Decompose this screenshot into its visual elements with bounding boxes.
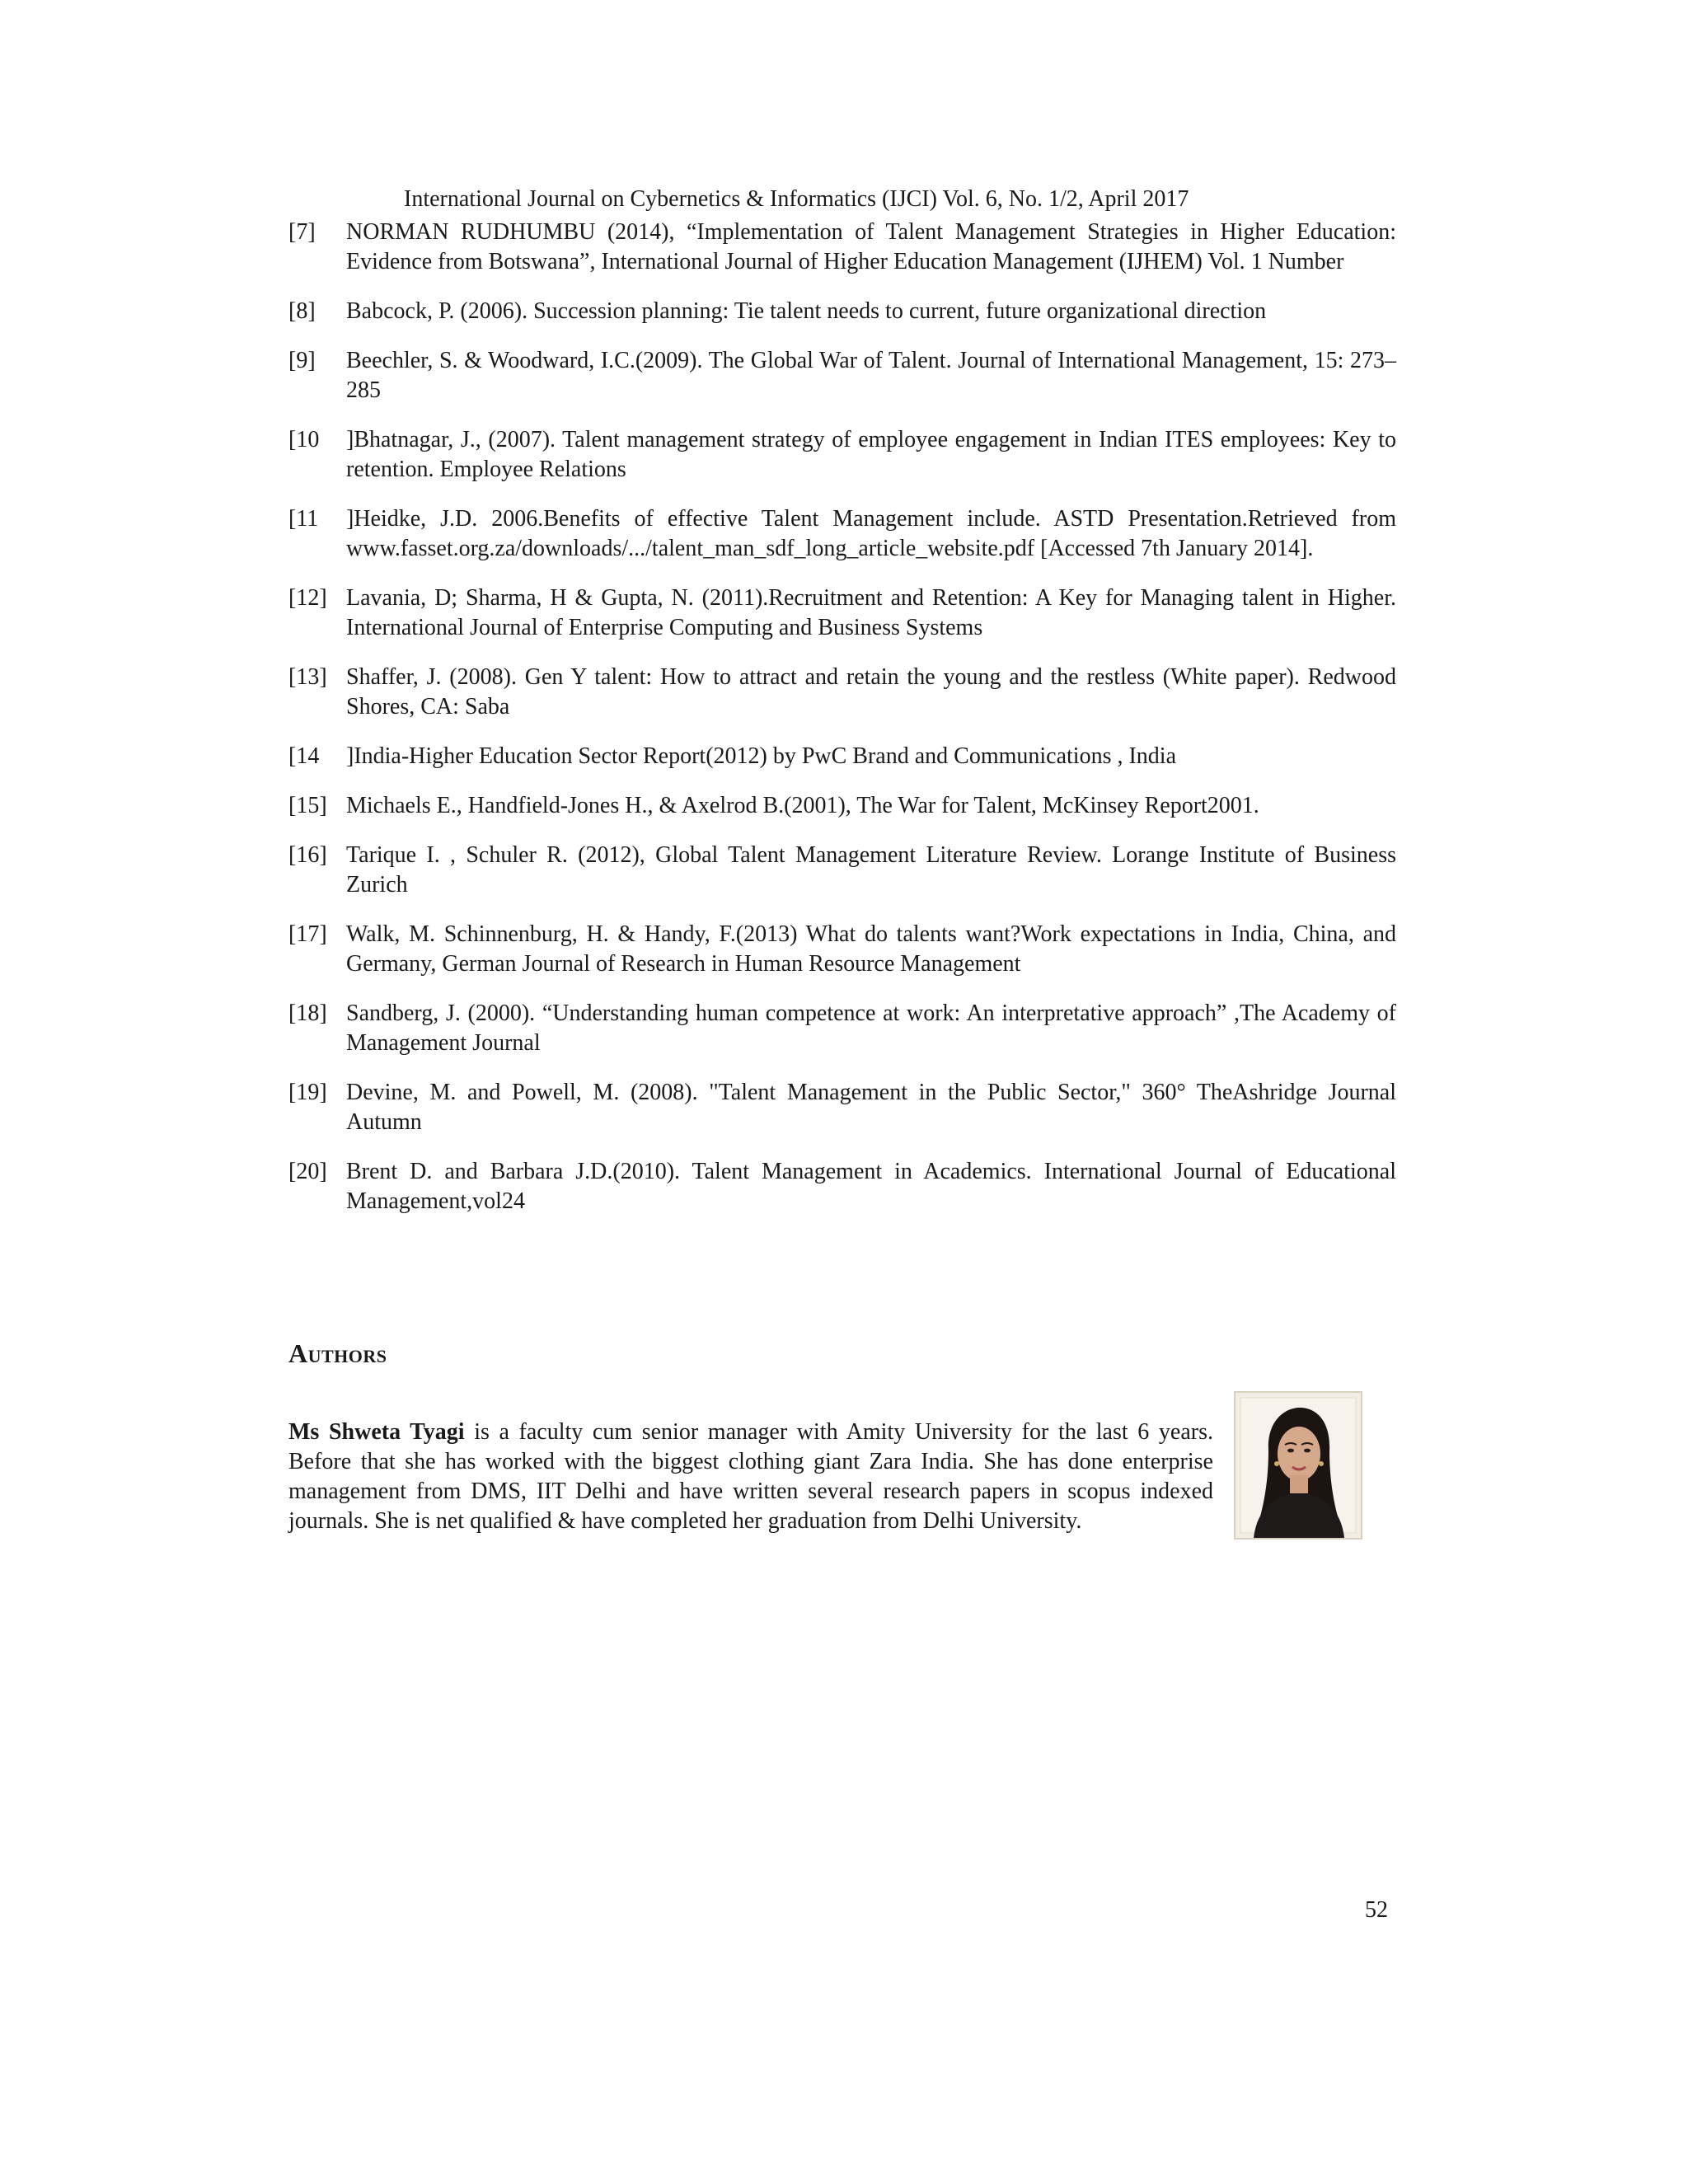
reference-item <box>288 791 1396 821</box>
reference-number: [15] <box>288 793 327 818</box>
reference-item <box>288 999 1396 1058</box>
reference-number: [11 <box>288 506 319 532</box>
reference-item <box>288 425 1396 485</box>
running-header: International Journal on Cybernetics & Informatics (IJCI) Vol. 6, No. 1/2, April 2017 <box>404 186 1189 212</box>
reference-number: [17] <box>288 921 327 947</box>
reference-text: Beechler, S. & Woodward, I.C.(2009). The Global War of Talent. Journal of International Management, 15: 273–285 <box>346 348 1396 403</box>
portrait-image <box>1236 1393 1361 1538</box>
reference-number: [8] <box>288 298 316 324</box>
reference-text: Walk, M. Schinnenburg, H. & Handy, F.(2013) What do talents want?Work expectations in India, China, and Germany, German Journal of Research in Human Resource Management <box>346 921 1396 977</box>
reference-text: Tarique I. , Schuler R. (2012), Global Talent Management Literature Review. Lorange Institute of Business Zurich <box>346 842 1396 898</box>
reference-text: Brent D. and Barbara J.D.(2010). Talent Management in Academics. International Journal of Educational Management,vol24 <box>346 1159 1396 1214</box>
reference-number: [12] <box>288 585 327 611</box>
reference-item <box>288 583 1396 643</box>
reference-text: Sandberg, J. (2000). “Understanding human competence at work: An interpretative approach” ,The Academy of Management Journal <box>346 1001 1396 1056</box>
reference-number: [13] <box>288 664 327 690</box>
reference-text: Babcock, P. (2006). Succession planning: Tie talent needs to current, future organizational direction <box>346 298 1267 324</box>
reference-number: [18] <box>288 1001 327 1026</box>
reference-number: [7] <box>288 219 316 245</box>
reference-item <box>288 663 1396 722</box>
reference-item <box>288 1157 1396 1216</box>
author-bio <box>288 1418 1213 1536</box>
reference-item <box>288 841 1396 900</box>
reference-item <box>288 504 1396 564</box>
reference-text: Lavania, D; Sharma, H & Gupta, N. (2011).Recruitment and Retention: A Key for Managing talent in Higher. International Journal of Enterprise Computing and Business Systems <box>346 585 1396 640</box>
reference-item <box>288 218 1396 277</box>
reference-text: Devine, M. and Powell, M. (2008). "Talent Management in the Public Sector," 360° TheAshridge Journal Autumn <box>346 1080 1396 1135</box>
authors-heading: Authors <box>288 1338 387 1368</box>
author-bio-text: is a faculty cum senior manager with Amity University for the last 6 years. Before that she has worked with the biggest clothing giant Zara India. She has done enterprise management from DMS, IIT Delhi and have written several research papers in scopus indexed journals. She is net qualified & have completed her graduation from Delhi University. <box>288 1419 1213 1534</box>
reference-number: [20] <box>288 1159 327 1184</box>
author-photo <box>1234 1391 1362 1540</box>
reference-number: [14 <box>288 743 320 769</box>
reference-list <box>288 218 1396 1236</box>
reference-number: [10 <box>288 427 320 452</box>
reference-text: ]Bhatnagar, J., (2007). Talent management strategy of employee engagement in Indian ITES employees: Key to retention. Employee Relations <box>346 427 1396 482</box>
reference-text: Shaffer, J. (2008). Gen Y talent: How to attract and retain the young and the restless (White paper). Redwood Shores, CA: Saba <box>346 664 1396 719</box>
reference-item <box>288 742 1396 771</box>
author-name: Ms Shweta Tyagi <box>288 1419 465 1445</box>
reference-text: ]Heidke, J.D. 2006.Benefits of effective Talent Management include. ASTD Presentation.Retrieved from www.fasset.org.za/downloads/.../talent_man_sdf_long_article_website.pdf [Accessed 7th January 2014]. <box>346 506 1396 561</box>
reference-number: [19] <box>288 1080 327 1105</box>
reference-text: NORMAN RUDHUMBU (2014), “Implementation of Talent Management Strategies in Higher Education: Evidence from Botswana”, International Journal of Higher Education Management (IJHEM) Vol. 1 Number <box>346 219 1396 274</box>
reference-item <box>288 297 1396 326</box>
page-number: 52 <box>1365 1897 1388 1923</box>
reference-number: [16] <box>288 842 327 868</box>
reference-number: [9] <box>288 348 316 373</box>
reference-item <box>288 346 1396 405</box>
reference-item <box>288 920 1396 979</box>
reference-text: ]India-Higher Education Sector Report(2012) by PwC Brand and Communications , India <box>346 743 1177 769</box>
reference-text: Michaels E., Handfield-Jones H., & Axelrod B.(2001), The War for Talent, McKinsey Report2001. <box>346 793 1259 818</box>
reference-item <box>288 1078 1396 1137</box>
